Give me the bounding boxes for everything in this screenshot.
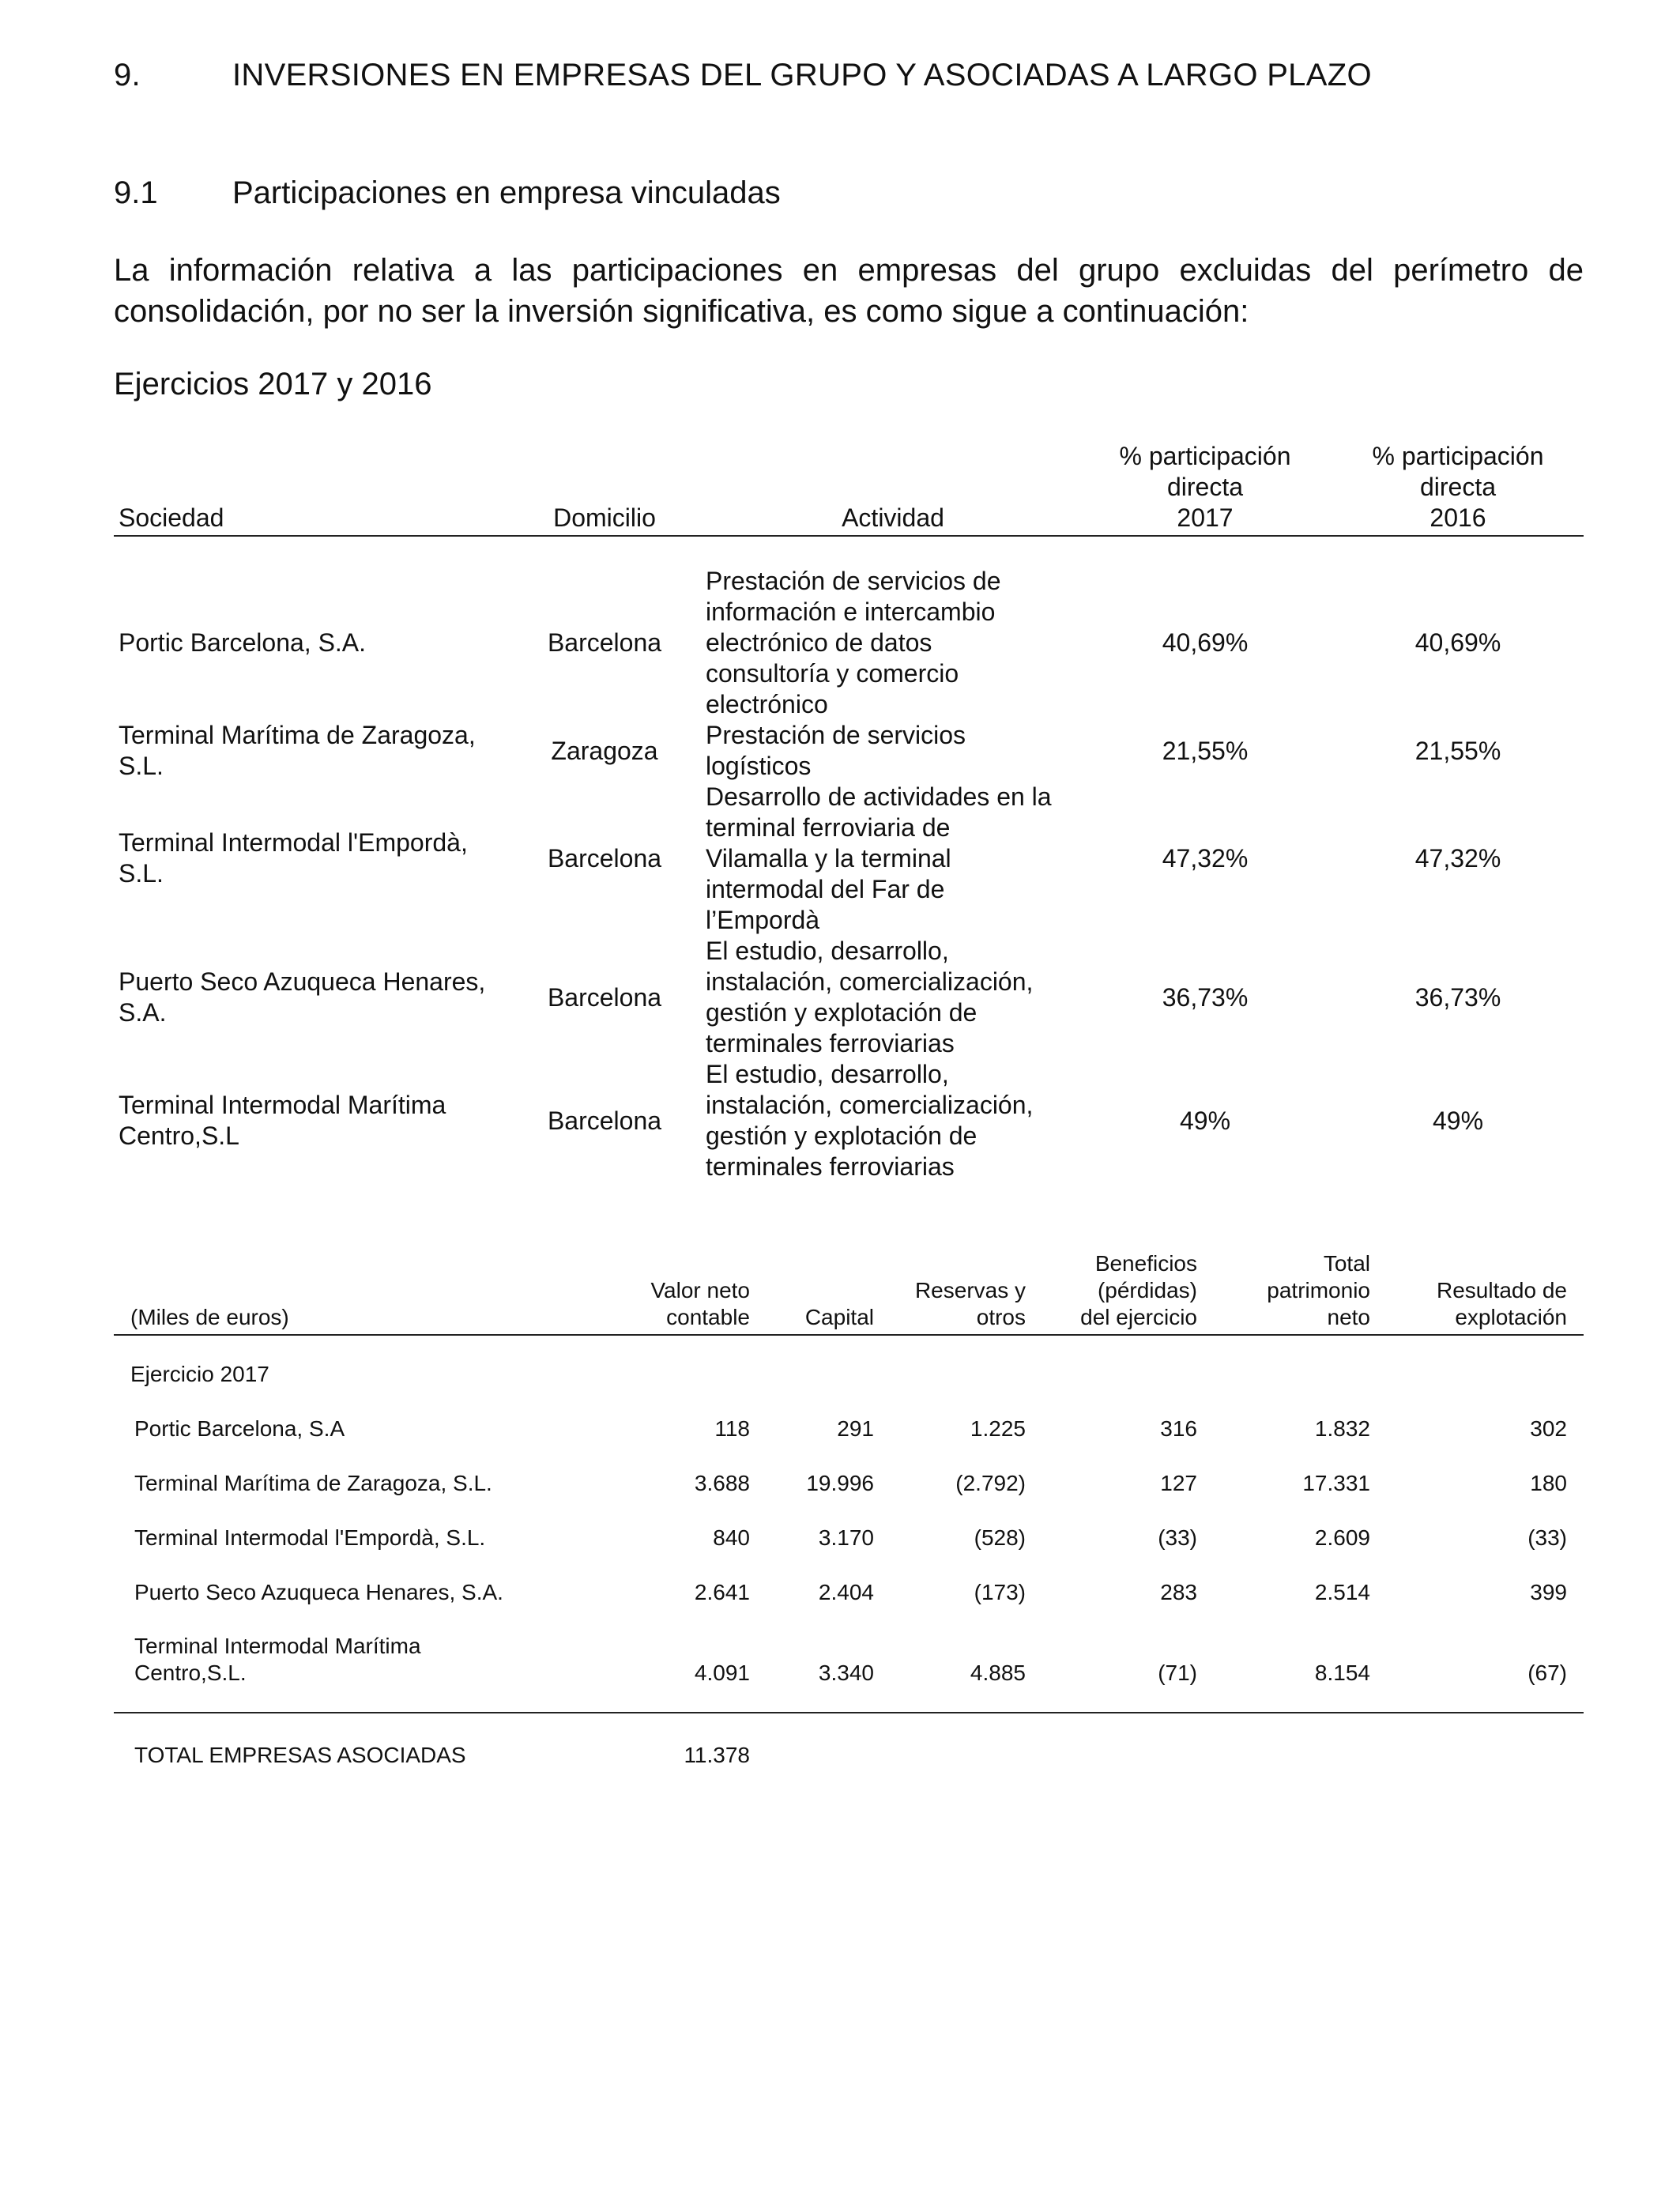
- resultado-cell: 302: [1530, 1416, 1567, 1441]
- actividad-line: terminales ferroviarias: [706, 1152, 955, 1181]
- sociedad-line: Terminal Intermodal Marítima: [119, 1091, 446, 1119]
- participacion-2017-cell: 21,55%: [1162, 737, 1249, 765]
- domicilio-cell: Zaragoza: [551, 737, 658, 765]
- company-name: [134, 1633, 608, 1687]
- valor-neto-cell: 840: [713, 1525, 750, 1550]
- company-name-line: Terminal Intermodal l'Empordà, S.L.: [134, 1525, 486, 1550]
- beneficios-cell: (71): [1158, 1661, 1197, 1685]
- beneficios-cell: 127: [1160, 1471, 1197, 1495]
- domicilio-cell: Barcelona: [547, 983, 662, 1012]
- header-line: % participación: [1372, 442, 1544, 470]
- sociedad-cell: [119, 628, 529, 658]
- header-line: directa: [1419, 473, 1497, 501]
- actividad-line: gestión y explotación de: [706, 998, 977, 1027]
- capital-cell: 3.340: [818, 1661, 874, 1685]
- sociedad-line: Portic Barcelona, S.A.: [119, 628, 367, 657]
- section-number: 9.: [114, 58, 141, 92]
- patrimonio-cell: 1.832: [1314, 1416, 1370, 1441]
- actividad-line: Vilamalla y la terminal: [706, 844, 951, 873]
- company-name: [134, 1525, 608, 1551]
- resultado-cell: 399: [1530, 1580, 1567, 1604]
- resultado-cell: (33): [1527, 1525, 1567, 1550]
- actividad-line: El estudio, desarrollo,: [706, 1060, 949, 1088]
- sociedad-line: S.A.: [119, 998, 167, 1027]
- header-reservas: [915, 1277, 1026, 1331]
- participacion-2017-cell: 47,32%: [1162, 844, 1249, 873]
- reservas-cell: (528): [974, 1525, 1026, 1550]
- header-patrimonio: [1267, 1250, 1370, 1331]
- header-line: % participación: [1119, 442, 1291, 470]
- actividad-line: Prestación de servicios de: [706, 567, 1001, 595]
- intro-paragraph: [114, 250, 1584, 332]
- sociedad-cell: [119, 1090, 529, 1152]
- actividad-cell: [706, 566, 1101, 720]
- company-name: [134, 1470, 608, 1497]
- participacion-2016-cell: 47,32%: [1414, 844, 1501, 873]
- total-divider: [114, 1712, 1584, 1713]
- company-name-line: Terminal Marítima de Zaragoza, S.L.: [134, 1471, 492, 1495]
- header-sociedad: Sociedad: [119, 503, 224, 532]
- company-name: [134, 1416, 608, 1442]
- header-line: Valor neto: [650, 1278, 750, 1302]
- reservas-cell: (173): [974, 1580, 1026, 1604]
- actividad-cell: [706, 1059, 1101, 1182]
- patrimonio-cell: 2.514: [1314, 1580, 1370, 1604]
- actividad-line: instalación, comercialización,: [706, 1091, 1034, 1119]
- company-name-line: Puerto Seco Azuqueca Henares, S.A.: [134, 1580, 503, 1604]
- total-valor-neto: 11.378: [684, 1743, 750, 1767]
- resultado-cell: (67): [1527, 1661, 1567, 1685]
- header-line: directa: [1166, 473, 1244, 501]
- capital-cell: 2.404: [818, 1580, 874, 1604]
- header-line: Capital: [804, 1305, 874, 1329]
- participacion-2017-cell: 49%: [1179, 1106, 1231, 1135]
- total-label: TOTAL EMPRESAS ASOCIADAS: [134, 1743, 466, 1767]
- valor-neto-cell: 3.688: [694, 1471, 750, 1495]
- header-line: explotación: [1455, 1305, 1567, 1329]
- domicilio-cell: Barcelona: [547, 844, 662, 873]
- header-line: del ejercicio: [1080, 1305, 1197, 1329]
- header-resultado: [1437, 1277, 1567, 1331]
- patrimonio-cell: 2.609: [1314, 1525, 1370, 1550]
- actividad-line: El estudio, desarrollo,: [706, 937, 949, 965]
- participacion-2017-cell: 40,69%: [1162, 628, 1249, 657]
- reservas-cell: 1.225: [970, 1416, 1026, 1441]
- actividad-line: terminales ferroviarias: [706, 1029, 955, 1057]
- intro-line-1: La información relativa a las participaciones en empresas del grupo excluidas del perímetro de: [114, 253, 1584, 288]
- sociedad-line: Terminal Marítima de Zaragoza,: [119, 721, 476, 749]
- actividad-line: logísticos: [706, 752, 812, 780]
- header-line: contable: [666, 1305, 750, 1329]
- beneficios-cell: 283: [1160, 1580, 1197, 1604]
- period-title: Ejercicios 2017 y 2016: [114, 367, 432, 401]
- sociedad-line: Puerto Seco Azuqueca Henares,: [119, 967, 486, 996]
- sociedad-line: S.L.: [119, 859, 164, 888]
- actividad-line: información e intercambio: [706, 598, 996, 626]
- patrimonio-cell: 17.331: [1302, 1471, 1370, 1495]
- actividad-line: intermodal del Far de: [706, 875, 945, 903]
- subsection-title: Participaciones en empresa vinculadas: [232, 175, 781, 210]
- period-label: Ejercicio 2017: [130, 1362, 269, 1386]
- header-beneficios: [1080, 1250, 1197, 1331]
- header-line: Reservas y: [914, 1278, 1026, 1302]
- sociedad-cell: [119, 967, 529, 1028]
- capital-cell: 3.170: [818, 1525, 874, 1550]
- actividad-cell: [706, 782, 1101, 936]
- company-name-line: Centro,S.L.: [134, 1661, 247, 1685]
- actividad-line: consultoría y comercio: [706, 659, 959, 688]
- actividad-cell: [706, 720, 1101, 782]
- header-line: Beneficios: [1094, 1251, 1197, 1276]
- sociedad-line: Terminal Intermodal l'Empordà,: [119, 828, 468, 857]
- intro-line-2: consolidación, por no ser la inversión significativa, es como sigue a continuación:: [114, 294, 1249, 329]
- header-line: patrimonio: [1267, 1278, 1370, 1302]
- header-line: 2016: [1430, 503, 1486, 532]
- actividad-line: instalación, comercialización,: [706, 967, 1034, 996]
- patrimonio-cell: 8.154: [1314, 1661, 1370, 1685]
- sociedad-cell: [119, 827, 529, 889]
- header-line: neto: [1327, 1305, 1370, 1329]
- actividad-line: electrónico de datos: [706, 628, 932, 657]
- header-line: Total: [1323, 1251, 1370, 1276]
- beneficios-cell: (33): [1158, 1525, 1197, 1550]
- domicilio-cell: Barcelona: [547, 1106, 662, 1135]
- header-line: otros: [976, 1305, 1026, 1329]
- header-line: 2017: [1177, 503, 1234, 532]
- actividad-line: l’Empordà: [706, 906, 820, 934]
- header-unit: (Miles de euros): [130, 1305, 289, 1329]
- header-line: Resultado de: [1436, 1278, 1567, 1302]
- header-actividad: Actividad: [842, 503, 944, 532]
- valor-neto-cell: 2.641: [694, 1580, 750, 1604]
- company-name: [134, 1579, 608, 1606]
- actividad-line: Desarrollo de actividades en la: [706, 782, 1052, 811]
- header-divider: [114, 535, 1584, 537]
- participacion-2016-cell: 36,73%: [1414, 983, 1501, 1012]
- valor-neto-cell: 118: [714, 1416, 750, 1441]
- beneficios-cell: 316: [1160, 1416, 1197, 1441]
- capital-cell: 19.996: [806, 1471, 874, 1495]
- header-participacion-2016: [1355, 441, 1561, 533]
- participacion-2016-cell: 21,55%: [1414, 737, 1501, 765]
- actividad-line: electrónico: [706, 690, 828, 718]
- reservas-cell: (2.792): [955, 1471, 1026, 1495]
- header-participacion-2017: [1102, 441, 1308, 533]
- actividad-line: Prestación de servicios: [706, 721, 966, 749]
- capital-cell: 291: [837, 1416, 874, 1441]
- header-divider: [114, 1334, 1584, 1336]
- section-title: INVERSIONES EN EMPRESAS DEL GRUPO Y ASOCIADAS A LARGO PLAZO: [232, 58, 1372, 92]
- actividad-cell: [706, 936, 1101, 1059]
- company-name-line: Portic Barcelona, S.A: [134, 1416, 345, 1441]
- participacion-2017-cell: 36,73%: [1162, 983, 1249, 1012]
- resultado-cell: 180: [1530, 1471, 1567, 1495]
- sociedad-line: S.L.: [119, 752, 164, 780]
- participacion-2016-cell: 49%: [1432, 1106, 1484, 1135]
- participacion-2016-cell: 40,69%: [1414, 628, 1501, 657]
- domicilio-cell: Barcelona: [547, 628, 662, 657]
- company-name-line: Terminal Intermodal Marítima: [134, 1634, 421, 1658]
- header-line: (pérdidas): [1097, 1278, 1197, 1302]
- actividad-line: gestión y explotación de: [706, 1122, 977, 1150]
- header-domicilio: Domicilio: [553, 503, 656, 532]
- reservas-cell: 4.885: [970, 1661, 1026, 1685]
- header-valor-neto: [650, 1277, 750, 1331]
- header-capital: [805, 1304, 874, 1331]
- sociedad-line: Centro,S.L: [119, 1122, 239, 1150]
- subsection-number: 9.1: [114, 175, 158, 210]
- valor-neto-cell: 4.091: [694, 1661, 750, 1685]
- sociedad-cell: [119, 720, 529, 782]
- actividad-line: terminal ferroviaria de: [706, 813, 951, 842]
